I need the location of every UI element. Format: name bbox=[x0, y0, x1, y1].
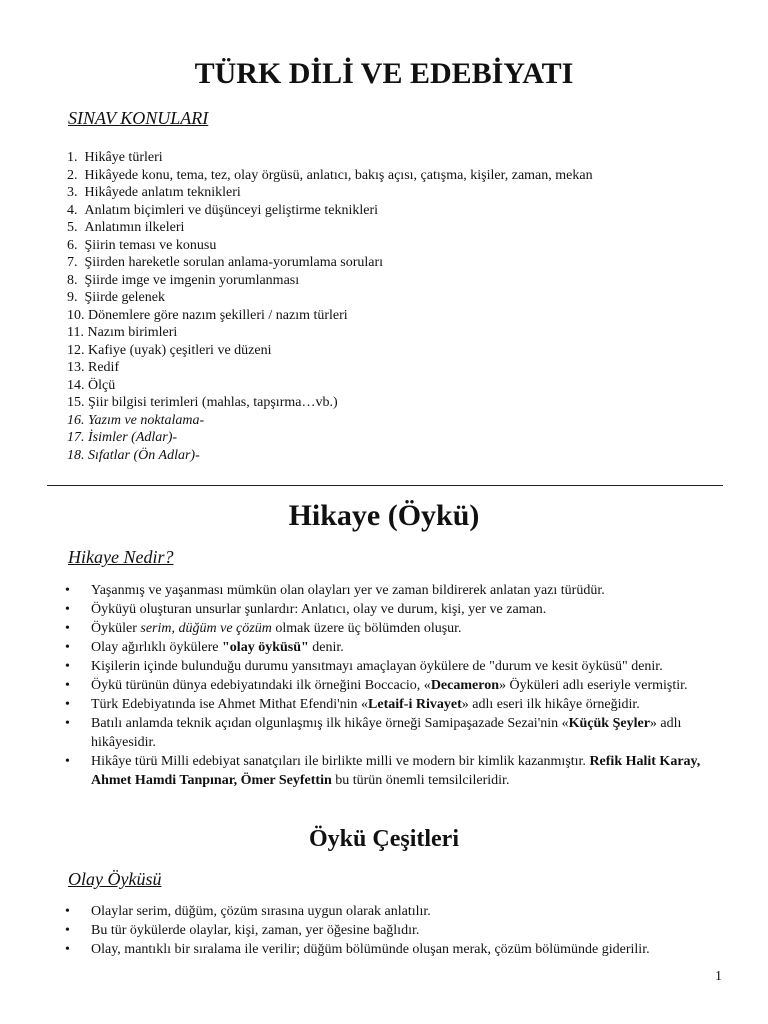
bullet-item bbox=[65, 619, 735, 638]
topic-item: 14. Ölçü bbox=[67, 377, 116, 393]
bullet-text: Batılı anlamda teknik açıdan olgunlaşmış ilk hikâye örneği Samipaşazade Sezai'nin « bbox=[91, 716, 569, 731]
bullet-text: Kişilerin içinde bulunduğu durumu yansıtmayı amaçlayan öykülere de "durum ve kesit öyküsü" denir. bbox=[91, 659, 663, 674]
topic-item: 9. Şiirde gelenek bbox=[67, 290, 165, 305]
bullet-text: Öyküler bbox=[91, 621, 141, 636]
bullet-item bbox=[65, 581, 735, 600]
bullet-text: Öykü türünün dünya edebiyatındaki ilk örneğini Boccacio, « bbox=[91, 678, 431, 693]
bullet-bold: "olay öyküsü" bbox=[222, 640, 309, 655]
bullet-marker: • bbox=[65, 716, 70, 731]
bullet-item bbox=[65, 600, 735, 619]
bullet-text: Bu tür öykülerde olaylar, kişi, zaman, yer öğesine bağlıdır. bbox=[91, 923, 420, 938]
section-heading-oyku-cesitleri: Öykü Çeşitleri bbox=[309, 826, 459, 852]
bullet-marker: • bbox=[65, 678, 70, 693]
bullet-item bbox=[65, 695, 735, 714]
bullet-item bbox=[65, 714, 735, 752]
bullet-bold: Decameron bbox=[430, 678, 499, 693]
bullet-item bbox=[65, 638, 735, 657]
topic-item: 17. İsimler (Adlar)- bbox=[67, 430, 178, 445]
bullet-marker: • bbox=[65, 942, 70, 957]
topic-item: 10. Dönemlere göre nazım şekilleri / nazım türleri bbox=[67, 307, 348, 323]
bullet-marker: • bbox=[65, 904, 70, 919]
bullet-marker: • bbox=[65, 602, 70, 617]
topic-item: 11. Nazım birimleri bbox=[67, 325, 178, 340]
topic-item: 13. Redif bbox=[67, 360, 120, 375]
bullet-text: olmak üzere üç bölümden oluşur. bbox=[271, 621, 462, 636]
bullet-text: » adlı eseri ilk hikâye örneğidir. bbox=[461, 697, 640, 712]
topic-item: 18. Sıfatlar (Ön Adlar)- bbox=[67, 447, 200, 463]
section-heading-hikaye: Hikaye (Öykü) bbox=[288, 499, 480, 532]
bullet-bold: Refik Halit Karay, Ahmet Hamdi Tanpınar, Ömer Seyfettin bbox=[91, 754, 701, 788]
bullet-item bbox=[65, 752, 735, 790]
bullet-item bbox=[65, 657, 735, 676]
bullet-text: Türk Edebiyatında ise Ahmet Mithat Efendi'nin « bbox=[91, 697, 369, 712]
bullet-emphasis: serim, düğüm ve çözüm bbox=[140, 621, 272, 636]
bullet-bold: Küçük Şeyler bbox=[568, 716, 650, 731]
topic-item: 7. Şiirden hareketle sorulan anlama-yorumlama soruları bbox=[67, 255, 384, 270]
bullet-text: Olay, mantıklı bir sıralama ile verilir; düğüm bölümünde oluşan merak, çözüm bölümünde giderilir. bbox=[91, 942, 650, 957]
bullet-marker: • bbox=[65, 640, 70, 655]
bullet-text: Yaşanmış ve yaşanması mümkün olan olayları yer ve zaman bildirerek anlatan yazı türüdür. bbox=[91, 583, 605, 598]
olay-oykusu-bullet-list bbox=[65, 902, 735, 959]
topic-item: 3. Hikâyede anlatım teknikleri bbox=[67, 185, 241, 200]
topic-item: 5. Anlatımın ilkeleri bbox=[67, 220, 185, 235]
bullet-bold: Letaif-i Rivayet bbox=[368, 697, 462, 712]
bullet-item bbox=[65, 940, 735, 959]
bullet-text: bu türün önemli temsilcileridir. bbox=[331, 773, 510, 788]
bullet-text: Öyküyü oluşturan unsurlar şunlardır: Anlatıcı, olay ve durum, kişi, yer ve zaman. bbox=[91, 602, 547, 617]
topic-item: 16. Yazım ve noktalama- bbox=[67, 412, 205, 428]
bullet-text: » Öyküleri adlı eseriyle vermiştir. bbox=[498, 678, 688, 693]
topic-item: 4. Anlatım biçimleri ve düşünceyi geliştirme teknikleri bbox=[67, 202, 379, 218]
page-number: 1 bbox=[715, 969, 722, 984]
bullet-item bbox=[65, 902, 735, 921]
topic-item: 15. Şiir bilgisi terimleri (mahlas, tapşırma…vb.) bbox=[67, 395, 338, 410]
bullet-marker: • bbox=[65, 621, 70, 636]
bullet-item bbox=[65, 676, 735, 695]
bullet-marker: • bbox=[65, 697, 70, 712]
topic-item: 12. Kafiye (uyak) çeşitleri ve düzeni bbox=[67, 342, 272, 358]
bullet-marker: • bbox=[65, 754, 70, 769]
topic-item: 8. Şiirde imge ve imgenin yorumlanması bbox=[67, 272, 300, 288]
bullet-marker: • bbox=[65, 659, 70, 674]
bullet-marker: • bbox=[65, 923, 70, 938]
bullet-text: Olay ağırlıklı öykülere bbox=[91, 640, 223, 655]
bullet-marker: • bbox=[65, 583, 70, 598]
hikaye-bullet-list bbox=[65, 581, 735, 790]
bullet-text: Hikâye türü Milli edebiyat sanatçıları ile birlikte milli ve modern bir kimlik kazanmıştır. bbox=[91, 754, 590, 769]
section-divider bbox=[47, 485, 723, 486]
topic-item: 2. Hikâyede konu, tema, tez, olay örgüsü, anlatıcı, bakış açısı, çatışma, kişiler, zaman, mekan bbox=[67, 167, 593, 183]
document-title: TÜRK DİLİ VE EDEBİYATI bbox=[194, 57, 574, 90]
exam-topics-list bbox=[67, 149, 593, 464]
olay-oykusu-heading: Olay Öyküsü bbox=[68, 869, 162, 889]
bullet-item bbox=[65, 921, 735, 940]
hikaye-nedir-heading: Hikaye Nedir? bbox=[68, 547, 174, 567]
bullet-text: Olaylar serim, düğüm, çözüm sırasına uygun olarak anlatılır. bbox=[91, 904, 431, 919]
exam-topics-heading: SINAV KONULARI bbox=[68, 108, 209, 128]
topic-item: 1. Hikâye türleri bbox=[67, 150, 163, 165]
bullet-text: » adlı hikâyesidir. bbox=[91, 716, 682, 750]
topic-item: 6. Şiirin teması ve konusu bbox=[67, 237, 217, 253]
bullet-text: denir. bbox=[308, 640, 344, 655]
